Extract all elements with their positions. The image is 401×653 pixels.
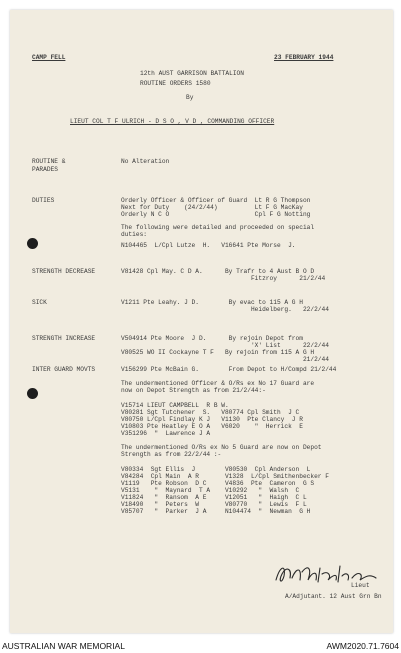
punch-hole-bottom [27,388,38,399]
duties-detail: N104465 L/Cpl Lutze H. V16641 Pte Morse J. [121,242,296,249]
strength-increase-line: 'X' List 22/2/44 [121,342,329,349]
section-duties-title: DUTIES [32,197,55,204]
strength-increase-line: V504914 Pte Moore J D. By rejoin Depot from [121,335,303,342]
duties-line: Orderly Officer & Officer of Guard Lt R G Thompson [121,197,311,204]
commanding-officer: LIEUT COL T F ULRICH - D S O , V D , COMMANDING OFFICER [70,118,275,125]
duties-line: Orderly N C O Cpl F G Notting [121,211,311,218]
handwritten-signature [272,558,392,588]
guard-17-member: V80750 L/Cpl Findlay K J V1130 Pte Clancy J R [121,416,303,423]
battalion-name: 12th AUST GARRISON BATTALION [140,70,244,77]
guard-5-member: V18490 " Peters W V80770 " Lewis F L [121,501,307,508]
duties-line: Next for Duty (24/2/44) Lt F G MacKay [121,204,303,211]
footer-bar [0,640,401,653]
sick-line: V1211 Pte Leahy. J D. By evac to 115 A G H [121,299,303,306]
guard-17-member: V80281 Sgt Tutchener S. V80774 Cpl Smith J C [121,409,300,416]
duties-detail: duties: [121,231,147,238]
guard-17-member: V10803 Pte Heatley E O A V6020 " Herrick E [121,423,303,430]
guard-17-member: V351296 " Lawrence J A [121,430,211,437]
inter-guard-line: Strength as from 22/2/44 :- [121,451,222,458]
guard-5-member: V84284 Cpl Main A R V1328 L/Cpl Smithenbecker F [121,473,329,480]
section-sick-title: SICK [32,299,47,306]
section-parades-title: PARADES [32,166,58,173]
punch-hole-top [27,238,38,249]
order-date: 23 FEBRUARY 1944 [274,54,334,61]
guard-17-member: V15714 LIEUT CAMPBELL R B W. [121,402,229,409]
footer-accession: AWM2020.71.7604 [326,641,399,651]
guard-5-member: V80334 Sgt Ellis J V80530 Cpl Anderson L [121,466,311,473]
guard-5-member: V11824 " Ransom A E V12051 " Haigh C L [121,494,307,501]
sick-line: Heidelberg. 22/2/44 [121,306,329,313]
guard-5-member: V5131 " Maynard T A V10292 " Walsh C [121,487,300,494]
camp-name: CAMP FELL [32,54,66,61]
signature-role: A/Adjutant. 12 Aust Grn Bn [285,593,382,600]
footer-institution: AUSTRALIAN WAR MEMORIAL [2,641,125,651]
duties-detail: The following were detailed and proceeded on special [121,224,315,231]
routine-text: No Alteration [121,158,170,165]
strength-decrease-line: V81428 Cpl May. C D A. By Trafr to 4 Aust B O D [121,268,315,275]
section-strength-decrease-title: STRENGTH DECREASE [32,268,96,275]
inter-guard-line: The undermentioned O/Rs ex No 5 Guard are now on Depot [121,444,322,451]
orders-title: ROUTINE ORDERS 1580 [140,80,211,87]
inter-guard-line: V156299 Pte McBain G. From Depot to H/Compd 21/2/44 [121,366,337,373]
section-inter-guard-title: INTER GUARD MOVTS [32,366,96,373]
section-routine-title: ROUTINE & [32,158,66,165]
inter-guard-line: The undermentioned Officer & O/Rs ex No 17 Guard are [121,380,315,387]
signature-rank: Lieut [351,582,370,589]
inter-guard-line: now on Depot Strength as from 21/2/44:- [121,387,266,394]
strength-increase-line: V80525 WO II Cockayne T F By rejoin from 115 A G H [121,349,315,356]
strength-increase-line: 21/2/44 [121,356,329,363]
document-page [10,10,393,633]
section-strength-increase-title: STRENGTH INCREASE [32,335,96,342]
strength-decrease-line: Fitzroy 21/2/44 [121,275,326,282]
guard-5-member: V85707 " Parker J A N104474 " Newman G H [121,508,311,515]
guard-5-member: V1119 Pte Robson D C V4836 Pte Cameron G S [121,480,315,487]
by-label: By [186,94,194,101]
